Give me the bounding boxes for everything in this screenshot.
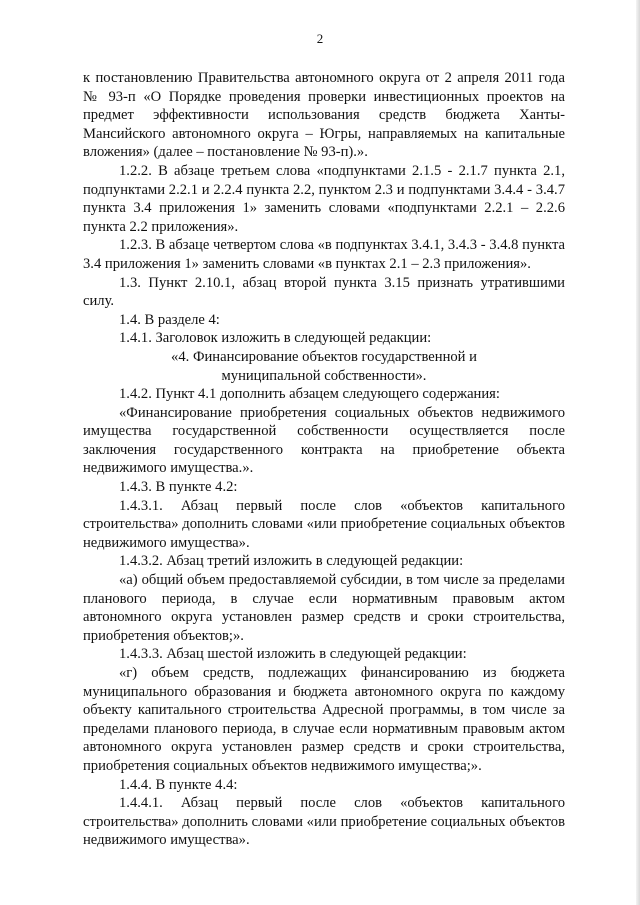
paragraph-1-4-4: 1.4.4. В пункте 4.4: xyxy=(119,776,238,793)
paragraph-1-4-3-2: 1.4.3.2. Абзац третий изложить в следующей редакции: xyxy=(119,553,464,570)
paragraph-resolution-reference: к постановлению Правительства автономного округа от 2 апреля 2011 года № 93-п «О Порядке проведения проверки инвестиционных проектов на предмет эффективности использования средств бюджета Ханты-Мансийского автономного округа – Югры, направляемых на капитальные вложения» (далее – постановление № 93-п).». xyxy=(83,70,565,161)
paragraph-1-2-2: 1.2.2. В абзаце третьем слова «подпунктами 2.1.5 - 2.1.7 пункта 2.1, подпунктами 2.2.1 и 2.2.4 пункта 2.2, пунктом 2.3 и подпунктами 3.4.4 - 3.4.7 пункта 3.4 приложения 1» заменить словами «подпунктами 2.2.1 – 2.2.6 пункта 2.2 приложения». xyxy=(83,162,565,235)
paragraph-1-4-3-3: 1.4.3.3. Абзац шестой изложить в следующей редакции: xyxy=(119,646,467,663)
paragraph-1-3: 1.3. Пункт 2.10.1, абзац второй пункта 3.15 признать утратившими силу. xyxy=(83,274,565,310)
paragraph-1-4: 1.4. В разделе 4: xyxy=(119,311,220,328)
paragraph-financing-quote: «Финансирование приобретения социальных объектов недвижимого имущества государственной собственности осуществляется после заключения государственного контракта на приобретение объекта недвижимого имущества.». xyxy=(83,404,565,477)
paragraph-item-g-quote: «г) объем средств, подлежащих финансированию из бюджета муниципального образования и бюджета автономного округа по каждому объекту капитального строительства Адресной программы, в том числе за пределами планового периода, в случае если нормативным правовым актом автономного округа установлен размер средств и сроки строительства, приобретения социальных объектов недвижимого имущества;». xyxy=(83,665,565,774)
paragraph-1-4-4-1: 1.4.4.1. Абзац первый после слов «объектов капитального строительства» дополнить словами «или приобретение социальных объектов недвижимого имущества». xyxy=(83,795,565,849)
paragraph-1-4-3-1: 1.4.3.1. Абзац первый после слов «объектов капитального строительства» дополнить словами «или приобретение социальных объектов недвижимого имущества». xyxy=(83,497,565,551)
page-number: 2 xyxy=(316,31,324,46)
paragraph-item-a-quote: «а) общий объем предоставляемой субсидии, в том числе за пределами планового периода, в случае если нормативным правовым актом автономного округа установлен размер средств и сроки строительства, приобретения объектов;». xyxy=(83,572,565,644)
scan-edge-shadow xyxy=(636,0,640,905)
paragraph-1-4-1: 1.4.1. Заголовок изложить в следующей редакции: xyxy=(119,330,432,347)
paragraph-1-2-3: 1.2.3. В абзаце четвертом слова «в подпунктах 3.4.1, 3.4.3 - 3.4.8 пункта 3.4 приложения 1» заменить словами «в пунктах 2.1 – 2.3 приложения». xyxy=(83,237,565,272)
document-body xyxy=(83,69,565,850)
paragraph-1-4-2: 1.4.2. Пункт 4.1 дополнить абзацем следующего содержания: xyxy=(119,386,500,403)
paragraph-1-4-3: 1.4.3. В пункте 4.2: xyxy=(119,479,238,496)
section-heading-quote: «4. Финансирование объектов государственной и муниципальной собственности». xyxy=(171,348,477,384)
